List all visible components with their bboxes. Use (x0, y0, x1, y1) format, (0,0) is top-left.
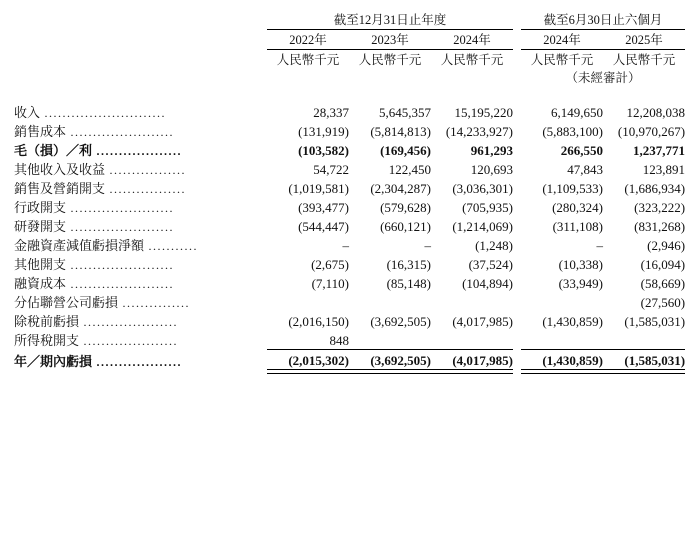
leader-dots: ................... (92, 144, 183, 158)
row-gap (513, 330, 521, 349)
total-rule-double (14, 370, 685, 374)
table-row (14, 121, 685, 140)
leader-dots: ........... (144, 239, 199, 253)
row-label-text: 毛（損）／利 (14, 143, 93, 158)
row-label-text: 研發開支 (14, 219, 67, 234)
column-gap-3 (513, 50, 521, 69)
row-value: (103,582) (298, 143, 349, 158)
year-header-2024-interim: 2024年 (543, 33, 581, 47)
row-label (14, 102, 267, 121)
group-header-interim: 截至6月30日止六個月 (543, 13, 663, 27)
row-label-text: 銷售及營銷開支 (14, 181, 106, 196)
row-value: (85,148) (386, 276, 431, 291)
table-row (14, 254, 685, 273)
dbl-rule-2024 (431, 370, 513, 374)
year-header-2023: 2023年 (371, 33, 409, 47)
row-value: 6,149,650 (551, 105, 604, 120)
row-value: 961,293 (470, 143, 514, 158)
year-header-2025-interim: 2025年 (625, 33, 663, 47)
row-value: (58,669) (640, 276, 686, 291)
dbl-rule-gap (513, 370, 521, 374)
row-label (14, 311, 267, 330)
leader-dots: ....................... (66, 277, 175, 291)
row-value: (2,016,150) (288, 314, 349, 329)
dbl-rule-2022 (267, 370, 349, 374)
row-label (14, 121, 267, 140)
row-value: 848 (329, 332, 349, 348)
row-label-text: 除稅前虧損 (14, 314, 80, 329)
row-value: (1,430,859) (542, 353, 604, 368)
currency-header-2022: 人民幣千元 (276, 53, 340, 67)
table-row (14, 140, 685, 159)
leader-dots: ....................... (66, 220, 175, 234)
table-row (14, 102, 685, 121)
row-value (521, 292, 603, 311)
leader-dots: ....................... (66, 201, 175, 215)
row-gap (513, 197, 521, 216)
row-label-text: 行政開支 (14, 200, 67, 215)
row-value: (1,686,934) (624, 181, 686, 196)
spacer-cell (14, 86, 685, 102)
row-value: (1,214,069) (452, 219, 514, 234)
row-value: (131,919) (298, 124, 349, 139)
leader-dots: ................. (105, 163, 187, 177)
row-gap (513, 178, 521, 197)
row-value: (16,315) (386, 257, 431, 272)
row-value: (3,692,505) (370, 314, 431, 329)
row-value: 266,550 (560, 143, 604, 158)
group-header-row (14, 10, 685, 28)
row-value: (37,524) (468, 257, 514, 272)
row-label-text: 年／期內虧損 (14, 353, 93, 369)
row-value: (1,109,533) (542, 181, 604, 196)
row-value: (2,946) (647, 238, 686, 253)
row-label-text: 銷售成本 (14, 124, 67, 139)
row-gap (513, 235, 521, 254)
row-gap (513, 216, 521, 235)
row-value: (5,814,813) (370, 124, 431, 139)
currency-header-row (14, 50, 685, 69)
leader-dots: ..................... (79, 315, 179, 329)
row-value: 12,208,038 (626, 105, 686, 120)
row-value: (7,110) (311, 276, 349, 291)
row-value: – (342, 238, 349, 253)
row-gap (513, 273, 521, 292)
dbl-rule-2024i (521, 370, 603, 374)
column-gap-2 (513, 30, 521, 49)
table-row (14, 292, 685, 311)
statement-rows (14, 102, 685, 374)
row-value: (14,233,927) (445, 124, 514, 139)
row-value: (660,121) (380, 219, 431, 234)
currency-header-2023: 人民幣千元 (358, 53, 422, 67)
row-value: (2,304,287) (370, 181, 431, 196)
row-value: (2,015,302) (288, 353, 349, 368)
row-value: 120,693 (470, 162, 514, 177)
row-label-text: 融資成本 (14, 276, 67, 291)
row-value: (393,477) (298, 200, 349, 215)
leader-dots: ....................... (66, 258, 175, 272)
table-row (14, 159, 685, 178)
currency-header-2025-interim: 人民幣千元 (612, 53, 676, 67)
empty-corner-4 (14, 68, 267, 86)
row-value: (1,585,031) (624, 353, 686, 368)
row-value: (323,222) (634, 200, 686, 215)
empty-corner-3 (14, 50, 267, 69)
row-gap (513, 254, 521, 273)
table-row (14, 273, 685, 292)
row-value: (1,019,581) (288, 181, 349, 196)
row-value: (579,628) (380, 200, 431, 215)
row-label (14, 197, 267, 216)
row-value (431, 292, 513, 311)
column-gap (513, 10, 521, 28)
row-value: – (424, 238, 431, 253)
row-label (14, 216, 267, 235)
table-row (14, 197, 685, 216)
table-row (14, 216, 685, 235)
column-gap-4 (513, 68, 521, 86)
row-label-text: 所得稅開支 (14, 333, 80, 348)
row-value: (3,692,505) (370, 353, 431, 368)
row-gap (513, 140, 521, 159)
row-label (14, 178, 267, 197)
table-row (14, 178, 685, 197)
row-label (14, 159, 267, 178)
row-label (14, 254, 267, 273)
row-label-text: 其他開支 (14, 257, 67, 272)
empty-corner-2 (14, 30, 267, 49)
table-row (14, 351, 685, 370)
dbl-rule-label (14, 370, 267, 374)
row-value: (1,248) (475, 238, 514, 253)
row-label-text: 其他收入及收益 (14, 162, 106, 177)
audit-blank-2024 (431, 68, 513, 86)
leader-dots: ........................... (40, 106, 167, 120)
row-label-text: 金融資產減值虧損淨額 (14, 238, 145, 253)
row-value: (1,430,859) (542, 314, 604, 329)
row-value: 5,645,357 (379, 105, 431, 120)
table-row (14, 311, 685, 330)
unaudited-note: （未經審計） (565, 71, 641, 85)
year-header-2024: 2024年 (453, 33, 491, 47)
row-value: 28,337 (313, 105, 349, 120)
row-value: (5,883,100) (542, 124, 604, 139)
row-value: 122,450 (388, 162, 431, 177)
row-label (14, 140, 267, 159)
dbl-rule-2025i (603, 370, 685, 374)
dbl-rule-2023 (349, 370, 431, 374)
leader-dots: ............... (118, 296, 191, 310)
group-header-annual: 截至12月31日止年度 (333, 13, 447, 27)
year-header-2022: 2022年 (289, 33, 327, 47)
row-value: (10,970,267) (617, 124, 686, 139)
row-value (603, 330, 685, 349)
row-value (521, 330, 603, 349)
row-label (14, 292, 267, 311)
row-gap (513, 351, 521, 370)
row-label (14, 235, 267, 254)
row-label-text: 收入 (14, 105, 41, 120)
income-statement-table (14, 10, 685, 374)
row-value: 123,891 (642, 162, 686, 177)
row-value: 15,195,220 (454, 105, 514, 120)
row-value: (27,560) (640, 295, 686, 310)
currency-header-2024: 人民幣千元 (440, 53, 504, 67)
table-row (14, 235, 685, 254)
row-value: 54,722 (313, 162, 349, 177)
row-gap (513, 121, 521, 140)
audit-blank-2023 (349, 68, 431, 86)
row-value: (16,094) (640, 257, 686, 272)
row-value: (280,324) (552, 200, 604, 215)
row-value: 47,843 (567, 162, 604, 177)
row-value: (1,585,031) (624, 314, 686, 329)
row-label (14, 273, 267, 292)
table-row (14, 330, 685, 349)
row-value: (705,935) (462, 200, 514, 215)
empty-corner (14, 10, 267, 28)
row-value: (10,338) (558, 257, 604, 272)
row-gap (513, 159, 521, 178)
row-value: – (596, 238, 604, 253)
row-value: (4,017,985) (452, 314, 514, 329)
row-value: (544,447) (298, 219, 349, 234)
row-value: (4,017,985) (452, 353, 514, 368)
row-gap (513, 311, 521, 330)
row-label (14, 351, 267, 370)
row-value (431, 330, 513, 349)
leader-dots: ..................... (79, 334, 179, 348)
header-body-spacer (14, 86, 685, 102)
row-value: (169,456) (380, 143, 431, 158)
leader-dots: ....................... (66, 125, 175, 139)
row-value: (33,949) (558, 276, 604, 291)
audit-note-row (14, 68, 685, 86)
row-value: (311,108) (552, 219, 604, 234)
row-gap (513, 102, 521, 121)
row-value: (3,036,301) (452, 181, 514, 196)
row-value: (831,268) (634, 219, 686, 234)
row-value (267, 292, 349, 311)
row-gap (513, 292, 521, 311)
audit-blank-2022 (267, 68, 349, 86)
row-value (349, 292, 431, 311)
leader-dots: ................... (92, 354, 183, 369)
row-label (14, 330, 267, 349)
row-value (349, 330, 431, 349)
year-header-row (14, 30, 685, 49)
row-value: (104,894) (462, 276, 514, 291)
currency-header-2024-interim: 人民幣千元 (530, 53, 594, 67)
row-label-text: 分佔聯營公司虧損 (14, 295, 119, 310)
row-value: (2,675) (311, 257, 349, 272)
row-value: 1,237,771 (633, 143, 686, 158)
leader-dots: ................. (105, 182, 187, 196)
